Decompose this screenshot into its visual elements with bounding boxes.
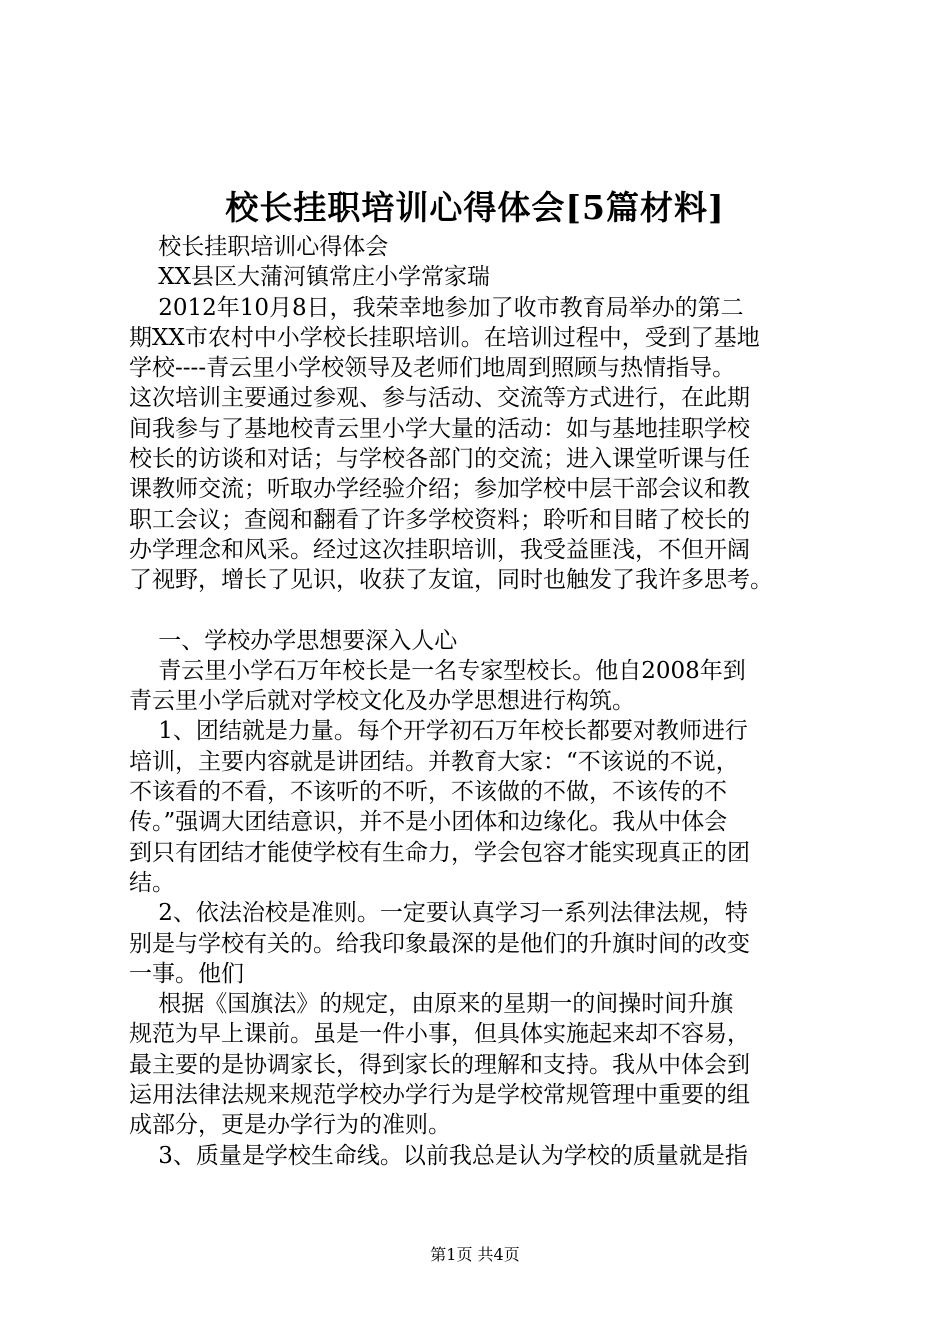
text-line: 2012年10月8日，我荣幸地参加了收市教育局举办的第二	[129, 294, 744, 321]
text-line: 学校----青云里小学校领导及老师们地周到照顾与热情指导。	[129, 355, 736, 382]
text-line: 2、依法治校是准则。一定要认真学习一系列法律法规，特	[129, 900, 748, 927]
text-line: 3、质量是学校生命线。以前我总是认为学校的质量就是指	[129, 1142, 748, 1169]
text-line: 青云里小学后就对学校文化及办学思想进行构筑。	[129, 688, 635, 715]
text-line: 1、团结就是力量。每个开学初石万年校长都要对教师进行	[129, 718, 748, 745]
document-body	[129, 232, 851, 1171]
text-line: 运用法律法规来规范学校办学行为是学校常规管理中重要的组	[129, 1082, 750, 1109]
page-footer: 第1页 共4页	[430, 1245, 520, 1264]
text-line: 到只有团结才能使学校有生命力，学会包容才能实现真正的团	[129, 839, 750, 866]
text-line: 了视野，增长了见识，收获了友谊，同时也触发了我许多思考。	[129, 567, 773, 594]
text-line: 成部分，更是办学行为的准则。	[129, 1112, 451, 1139]
text-line: 职工会议；查阅和翻看了许多学校资料；聆听和目睹了校长的	[129, 506, 750, 533]
text-line: 最主要的是协调家长，得到家长的理解和支持。我从中体会到	[129, 1051, 750, 1078]
text-line: 结。	[129, 869, 175, 896]
text-line: 校长的访谈和对话；与学校各部门的交流；进入课堂听课与任	[129, 446, 750, 473]
text-line: 课教师交流；听取办学经验介绍；参加学校中层干部会议和教	[129, 476, 750, 503]
text-line: 传。”强调大团结意识，并不是小团体和边缘化。我从中体会	[129, 809, 728, 836]
text-line: 培训，主要内容就是讲团结。并教育大家：“不该说的不说，	[129, 748, 739, 775]
text-line: 办学理念和风采。经过这次挂职培训，我受益匪浅，不但开阔	[129, 536, 750, 563]
text-line: 规范为早上课前。虽是一件小事，但具体实施起来却不容易，	[129, 1021, 750, 1048]
text-line: 根据《国旗法》的规定，由原来的星期一的间操时间升旗	[129, 991, 734, 1018]
document-title: 校长挂职培训心得体会[5篇材料]	[225, 188, 725, 227]
text-line: 一事。他们	[129, 960, 244, 987]
text-line: 不该看的不看，不该听的不听，不该做的不做，不该传的不	[129, 779, 727, 806]
text-line: 一、学校办学思想要深入人心	[129, 627, 458, 654]
text-line	[129, 596, 851, 626]
text-line: 期XX市农村中小学校长挂职培训。在培训过程中，受到了基地	[129, 324, 760, 351]
text-line: XX县区大蒲河镇常庄小学常家瑞	[129, 264, 490, 291]
text-line: 别是与学校有关的。给我印象最深的是他们的升旗时间的改变	[129, 930, 750, 957]
text-line: 校长挂职培训心得体会	[129, 234, 389, 260]
text-line: 这次培训主要通过参观、参与活动、交流等方式进行，在此期	[129, 385, 750, 412]
text-line: 间我参与了基地校青云里小学大量的活动：如与基地挂职学校	[129, 415, 750, 442]
text-line: 青云里小学石万年校长是一名专家型校长。他自2008年到	[129, 657, 746, 684]
